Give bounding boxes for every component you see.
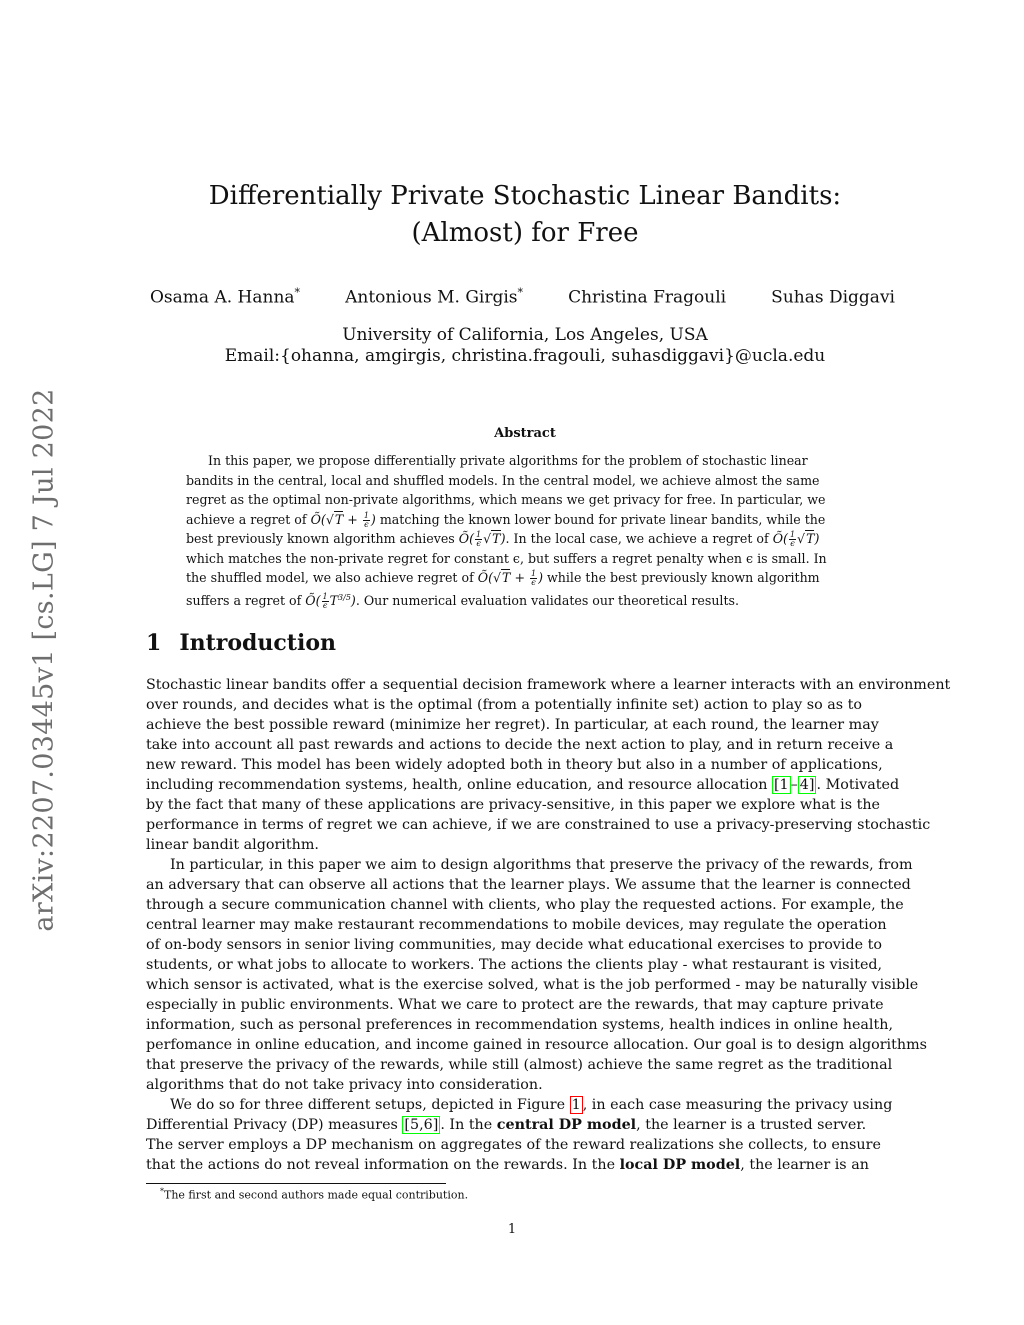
body-line: by the fact that many of these applications are privacy-sensitive, in this paper we explore what is the xyxy=(146,797,880,813)
body-line: take into account all past rewards and actions to decide the next action to play, and in return receive a xyxy=(146,737,894,753)
body-line: algorithms that do not take privacy into consideration. xyxy=(146,1077,543,1093)
body-line: performance in terms of regret we can achieve, if we are constrained to use a privacy-preserving stochastic xyxy=(146,817,931,833)
author-emails: Email:{ohanna, amgirgis, christina.fragouli, suhasdiggavi}@ucla.edu xyxy=(224,346,826,366)
body-line: perfomance in online education, and income gained in resource allocation. Our goal is to design algorithms xyxy=(146,1037,927,1053)
introduction-body xyxy=(146,675,951,1175)
abstract-line: best previously known algorithm achieves Õ( $\frac{1}{\epsilon}$ √T). In the local case, we achieve a regret of Õ( $\frac{1}{\epsilon}$ √T) xyxy=(186,530,820,548)
regret-formula: Õ(√T + $\frac{1}{\epsilon}$ ) xyxy=(310,510,376,529)
body-line: achieve the best possible reward (minimize her regret). In particular, at each round, the learner may xyxy=(146,717,879,733)
author: Antonious M. Girgis* xyxy=(345,286,524,308)
institution: University of California, Los Angeles, USA xyxy=(342,325,708,345)
body-line: The server employs a DP mechanism on aggregates of the reward realizations she collects, to ensure xyxy=(146,1137,881,1153)
arxiv-identifier-stamp: arXiv:2207.03445v1 [cs.LG] 7 Jul 2022 xyxy=(28,388,60,932)
body-line: Differential Privacy (DP) measures [5,6] . In the central DP model, the learner is a trusted server. xyxy=(146,1117,867,1133)
affiliation-block xyxy=(120,325,930,367)
body-line: over rounds, and decides what is the optimal (from a potentially infinite set) action to play so as to xyxy=(146,697,863,713)
body-line: In particular, in this paper we aim to design algorithms that preserve the privacy of the rewards, from xyxy=(170,857,913,873)
body-line: students, or what jobs to allocate to workers. The actions the clients play - what restaurant is visited, xyxy=(146,957,883,973)
regret-formula: Õ(√T + $\frac{1}{\epsilon}$ ) xyxy=(477,569,544,587)
title-line-1: Differentially Private Stochastic Linear Bandits: xyxy=(208,181,842,211)
author-list xyxy=(150,286,895,308)
citation-link[interactable]: [5,6] xyxy=(404,1117,439,1133)
author: Christina Fragouli xyxy=(568,287,727,308)
section-title: Introduction xyxy=(179,630,336,656)
body-line: We do so for three different setups, depicted in Figure 1 , in each case measuring the privacy using xyxy=(170,1097,893,1113)
author: Osama A. Hanna* xyxy=(150,286,301,308)
regret-formula: Õ( $\frac{1}{\epsilon}$ √T) xyxy=(458,530,506,548)
body-line: central learner may make restaurant recommendations to mobile devices, may regulate the operation xyxy=(146,917,887,933)
body-line: information, such as personal preferences in recommendation systems, health indices in online health, xyxy=(146,1017,894,1033)
regret-formula: Õ( $\frac{1}{\epsilon}$ $T^{3/5}$) xyxy=(305,591,356,610)
abstract-line: which matches the non-private regret for constant ϵ, but suffers a regret penalty when ϵ is small. In xyxy=(186,550,827,566)
page-number: 1 xyxy=(507,1222,517,1237)
paper-title xyxy=(100,178,950,252)
author: Suhas Diggavi xyxy=(771,287,895,308)
body-line: Stochastic linear bandits offer a sequential decision framework where a learner interacts with an environment xyxy=(146,677,951,693)
body-line: an adversary that can observe all actions that the learner plays. We assume that the learner is connected xyxy=(146,877,911,893)
regret-formula: Õ( $\frac{1}{\epsilon}$ √T) xyxy=(772,530,820,548)
section-heading xyxy=(146,630,336,656)
body-line: including recommendation systems, health, online education, and resource allocation [1 – 4] . Motivated xyxy=(146,777,900,793)
abstract-heading: Abstract xyxy=(494,426,556,441)
abstract-line: regret as the optimal non-private algorithms, which means we get privacy for free. In particular, we xyxy=(186,492,826,507)
body-line: of on-body sensors in senior living communities, may decide what educational exercises to provide to xyxy=(146,937,882,953)
abstract-line: the shuffled model, we also achieve regret of Õ(√T + $\frac{1}{\epsilon}$ ) while the best previously known algorithm xyxy=(186,569,820,587)
title-line-2: (Almost) for Free xyxy=(411,218,639,248)
body-line: that preserve the privacy of the rewards, while still (almost) achieve the same regret as the traditional xyxy=(146,1057,893,1073)
citation-link[interactable]: 4] xyxy=(799,777,815,793)
abstract-line: bandits in the central, local and shuffled models. In the central model, we achieve almost the same xyxy=(186,472,820,488)
footnote-divider xyxy=(146,1183,446,1184)
abstract-line: In this paper, we propose differentially private algorithms for the problem of stochastic linear xyxy=(208,453,808,468)
body-line: especially in public environments. What we care to protect are the rewards, that may capture private xyxy=(146,997,884,1013)
abstract-line: achieve a regret of Õ(√T + $\frac{1}{\epsilon}$ ) matching the known lower bound for private linear bandits, while the xyxy=(186,510,826,529)
figure-link[interactable]: 1 xyxy=(571,1097,581,1113)
body-line: which sensor is activated, what is the exercise solved, what is the job performed - may be naturally visible xyxy=(146,977,919,993)
body-line: linear bandit algorithm. xyxy=(146,837,319,853)
footnote: *The first and second authors made equal contribution. xyxy=(160,1187,469,1202)
body-line: that the actions do not reveal information on the rewards. In the local DP model, the learner is an xyxy=(146,1157,869,1173)
body-line: new reward. This model has been widely adopted both in theory but also in a number of applications, xyxy=(146,757,883,773)
abstract-line: suffers a regret of Õ( $\frac{1}{\epsilon}$ $T^{3/5}$). Our numerical evaluation validates our theoretical results. xyxy=(186,591,739,610)
body-line: through a secure communication channel with clients, who play the requested actions. For example, the xyxy=(146,897,904,913)
citation-link[interactable]: [1 xyxy=(773,777,789,793)
section-number: 1 xyxy=(146,630,162,656)
abstract-text xyxy=(186,451,863,610)
